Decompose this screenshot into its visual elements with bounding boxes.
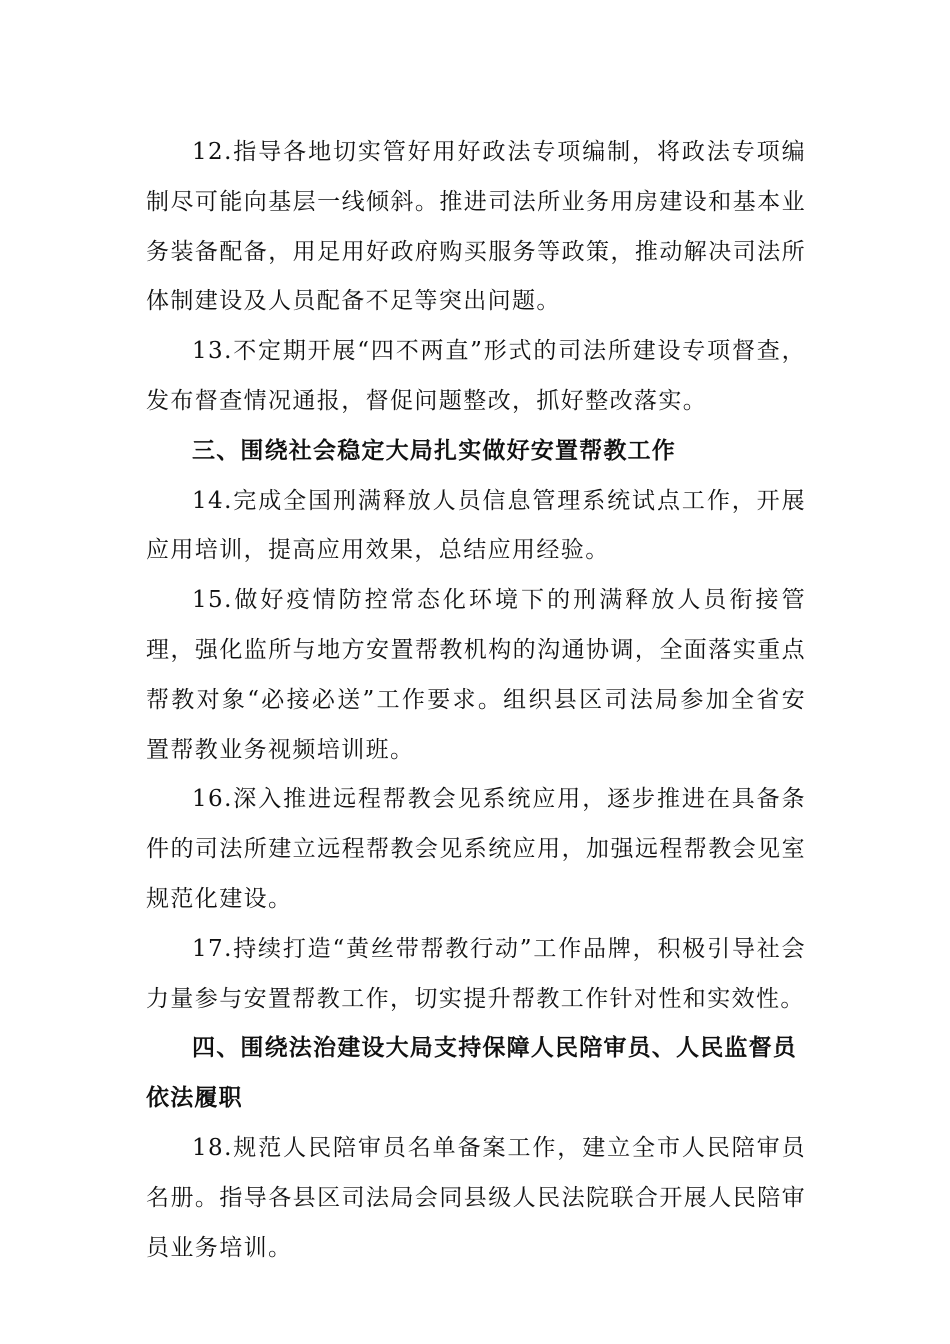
paragraph-12: 12.指导各地切实管好用好政法专项编制，将政法专项编制尽可能向基层一线倾斜。推进司法所业务用房建设和基本业务装备配备，用足用好政府购买服务等政策，推动解决司法所体制建设及人员配备不足等突出问题。 [146, 139, 806, 315]
paragraph-17: 17.持续打造“黄丝带帮教行动”工作品牌，积极引导社会力量参与安置帮教工作，切实提升帮教工作针对性和实效性。 [146, 935, 806, 1012]
section-heading-4: 四、围绕法治建设大局支持保障人民陪审员、人民监督员依法履职 [146, 1035, 797, 1112]
paragraph-16: 16.深入推进远程帮教会见系统应用，逐步推进在具备条件的司法所建立远程帮教会见系统应用，加强远程帮教会见室规范化建设。 [146, 786, 806, 912]
paragraph-14: 14.完成全国刑满释放人员信息管理系统试点工作，开展应用培训，提高应用效果，总结应用经验。 [146, 487, 806, 564]
paragraph-18: 18.规范人民陪审员名单备案工作，建立全市人民陪审员名册。指导各县区司法局会同县级人民法院联合开展人民陪审员业务培训。 [146, 1134, 806, 1261]
paragraph-13: 13.不定期开展“四不两直”形式的司法所建设专项督查，发布督查情况通报，督促问题整改，抓好整改落实。 [146, 338, 806, 414]
section-heading-3: 三、围绕社会稳定大局扎实做好安置帮教工作 [192, 437, 676, 464]
document-body [146, 128, 806, 1273]
paragraph-15: 15.做好疫情防控常态化环境下的刑满释放人员衔接管理，强化监所与地方安置帮教机构的沟通协调，全面落实重点帮教对象“必接必送”工作要求。组织县区司法局参加全省安置帮教业务视频培训班。 [146, 587, 806, 763]
